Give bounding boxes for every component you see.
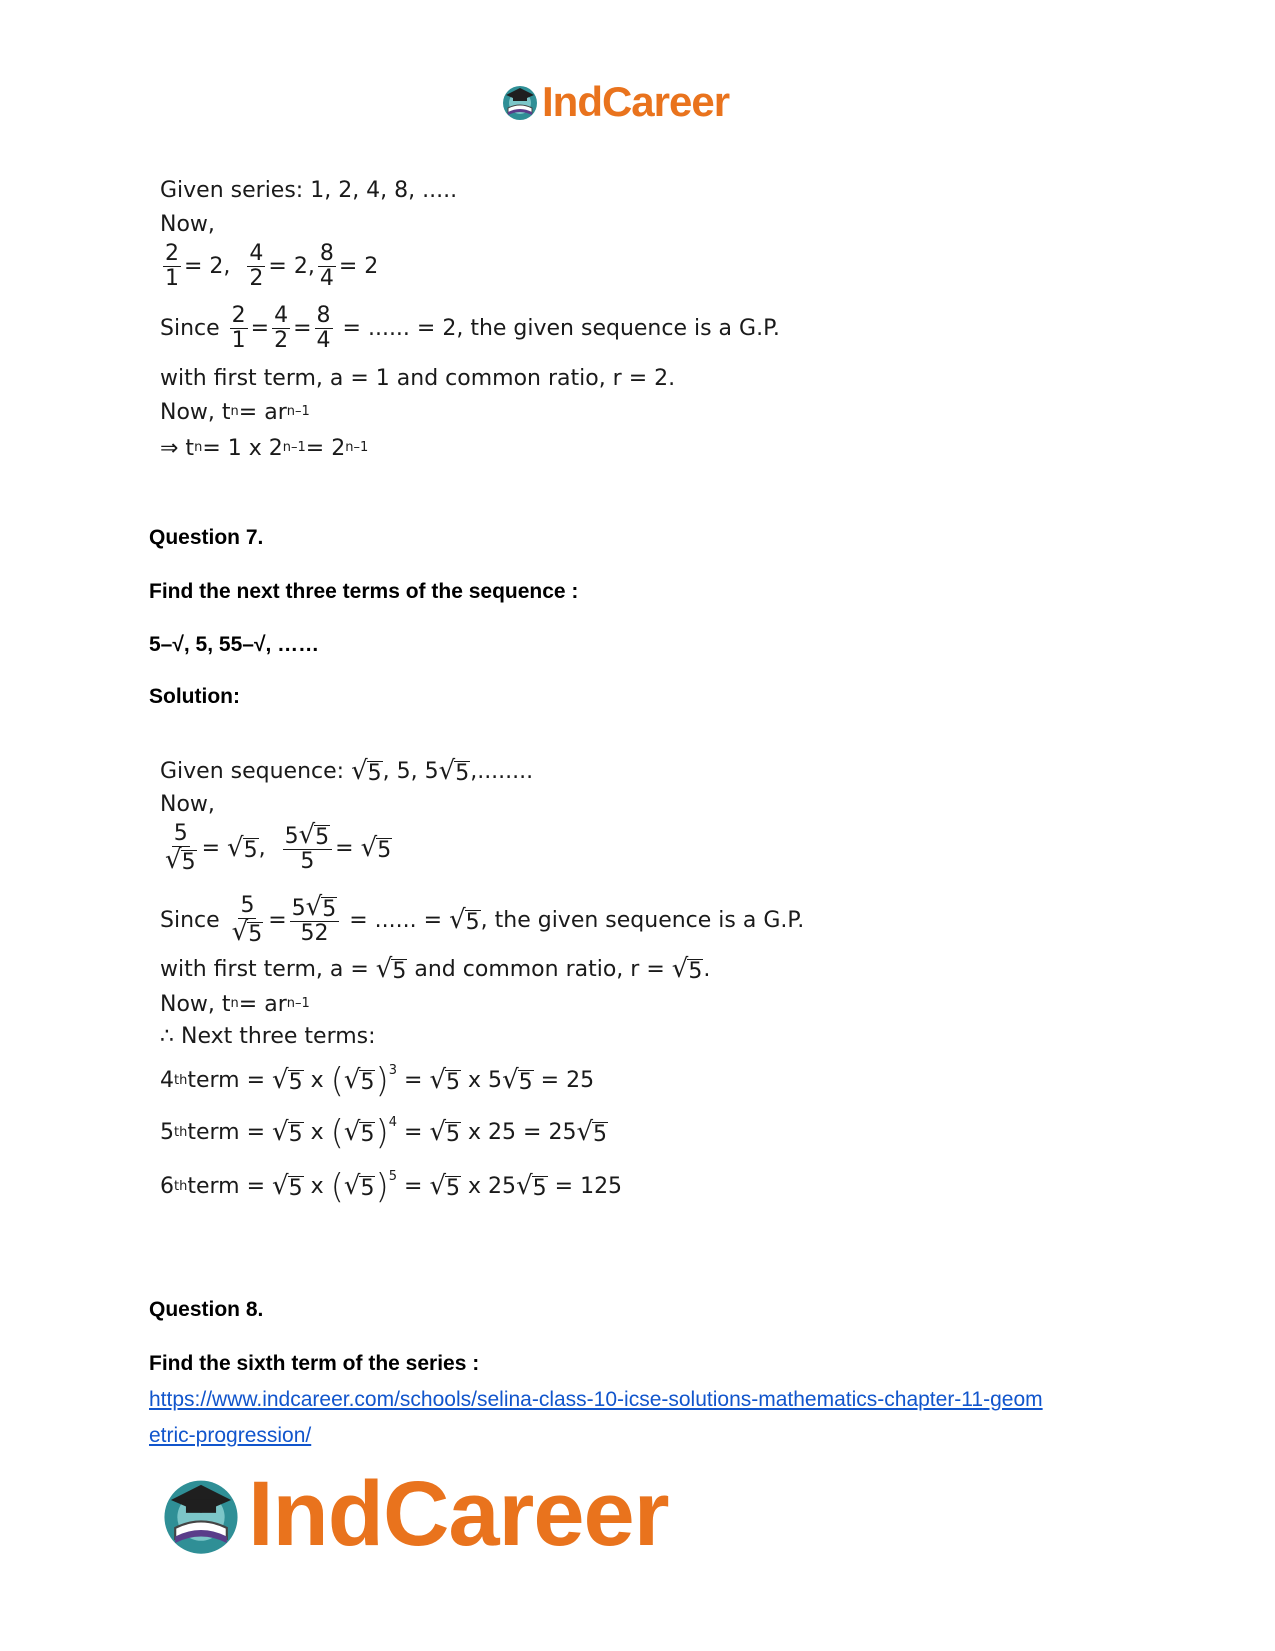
first-term-line: with first term, a = 1 and common ratio, r = 2. xyxy=(160,366,676,391)
given-series-line: Given series: 1, 2, 4, 8, ..... xyxy=(160,178,458,203)
source-link-line-2[interactable]: etric-progression/ xyxy=(149,1424,312,1447)
graduation-cap-book-icon xyxy=(500,82,540,122)
question-7-series: 5–√, 5, 55–√, …… xyxy=(149,633,320,656)
general-term-line: Now, t n = ar n–1 xyxy=(160,400,310,425)
indcareer-logo-top xyxy=(500,78,729,126)
question-8-title: Question 8. xyxy=(149,1298,264,1321)
brand-wordmark: IndCareer xyxy=(248,1463,669,1565)
solution-6-math xyxy=(160,178,960,478)
fourth-term-line: 4 th term = √ 5 x ( √ 5 ) $^3$ = √ 5 x 5 √ 5 = 25 xyxy=(160,1061,595,1101)
brand-wordmark: IndCareer xyxy=(542,78,730,125)
next-three-terms-line: ∴ Next three terms: xyxy=(160,1024,376,1049)
ratio-line: $\frac{2}{1}$ = 2, $\frac{4}{2}$ = 2, $\frac{8}{4}$ = 2 xyxy=(165,241,379,292)
ratio-line-7: 5 √ 5 = √ 5 , 5 √ 5 5 = √ 5 xyxy=(165,820,392,876)
given-sequence-line: Given sequence: √ 5 , 5, 5 √ 5 ,........ xyxy=(160,756,534,786)
question-8-prompt: Find the sixth term of the series : xyxy=(149,1352,480,1375)
now-line-7: Now, xyxy=(160,792,215,817)
since-line: Since $\frac{2}{1}$ = $\frac{4}{2}$ = $\frac{8}{4}$ = ...... = 2, the given sequence is a G.P. xyxy=(160,303,780,354)
solution-heading: Solution: xyxy=(149,685,240,708)
fifth-term-line: 5 th term = √ 5 x ( √ 5 ) $^4$ = √ 5 x 25 = 25 √ 5 xyxy=(160,1113,608,1153)
question-7-prompt: Find the next three terms of the sequence : xyxy=(149,580,579,603)
solution-7-math xyxy=(160,758,980,1258)
general-term-line-7: Now, t n = ar n–1 xyxy=(160,992,310,1017)
first-term-line-7: with first term, a = √ 5 and common ratio, r = √ 5 . xyxy=(160,954,711,984)
source-link-line-1[interactable]: https://www.indcareer.com/schools/selina-class-10-icse-solutions-mathematics-chapter-11-geom xyxy=(149,1388,1043,1411)
sixth-term-line: 6 th term = √ 5 x ( √ 5 ) $^5$ = √ 5 x 25 √ 5 = 125 xyxy=(160,1167,623,1207)
nth-term-result-line: ⇒ t n = 1 x 2 n–1 = 2 n–1 xyxy=(160,436,369,461)
graduation-cap-book-icon xyxy=(158,1472,244,1558)
question-7-title: Question 7. xyxy=(149,526,264,549)
since-line-7: Since 5 √ 5 = 5 √ 5 52 = ...... = √ 5 , the given sequence is a G.P. xyxy=(160,892,805,948)
indcareer-logo-bottom xyxy=(158,1462,669,1567)
now-line: Now, xyxy=(160,212,215,237)
